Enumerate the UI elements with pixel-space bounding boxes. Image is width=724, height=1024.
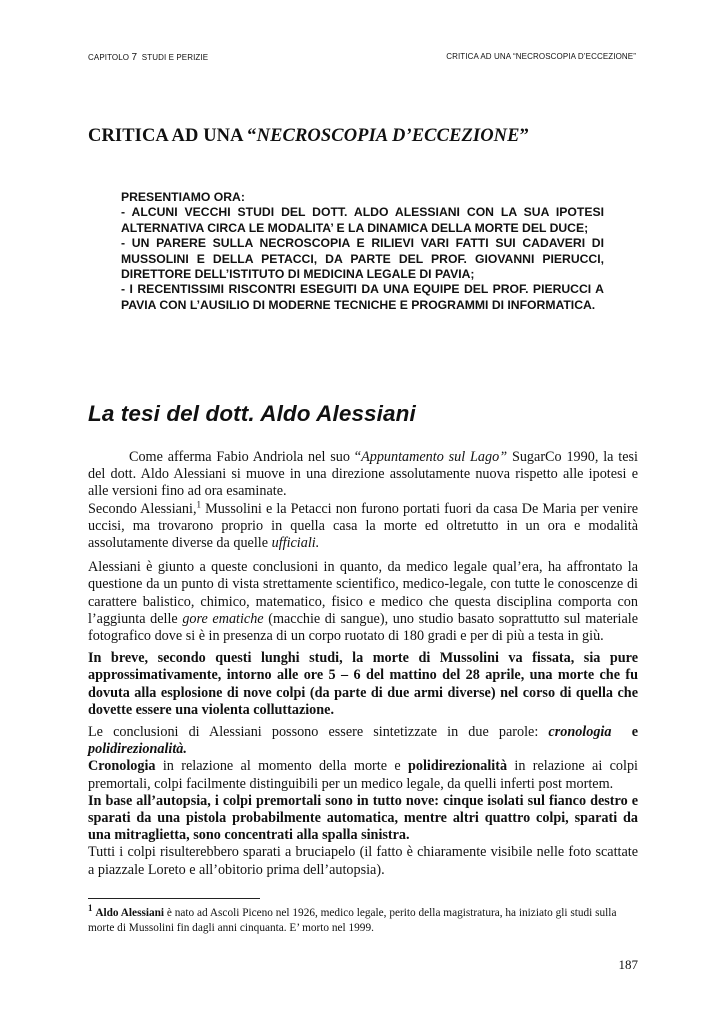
paragraph: Secondo Alessiani,$^1$ Mussolini e la Petacci non furono portati fuori da casa De Maria per venire uccisi, ma trovarono proprio in quella casa la morte ed oltretutto in un ora e modalità assolutamente diverse da quelle ufficiali. bbox=[88, 498, 638, 552]
paragraph: Cronologia in relazione al momento della morte e polidirezionalità in relazione ai colpi premortali, colpi facilmente distinguibili per un medico legale, da quelli inferti post mortem. bbox=[88, 758, 638, 792]
paragraph: Come afferma Fabio Andriola nel suo “Appuntamento sul Lago” SugarCo 1990, la tesi del dott. Aldo Alessiani si muove in una direzione assolutamente nuova rispetto alle ipotesi e alle versioni fino ad ora esaminate. bbox=[88, 449, 638, 500]
paragraph: Alessiani è giunto a queste conclusioni in quanto, da medico legale qual’era, ha affrontato la questione da un punto di vista strettamente scientifico, medico-legale, con tutte le conoscenze di carattere balistico, chimico, matematico, fisico e medico che questa disciplina comporta con l’aggiunta delle gore ematiche (macchie di sangue), uno studio basato soprattutto sul materiale fotografico dove si è in presenza di un corpo ruotato di 180 gradi e per di più a testa in giù. bbox=[88, 559, 638, 645]
intro-line: - UN PARERE SULLA NECROSCOPIA E RILIEVI VARI FATTI SUI CADAVERI DI MUSSOLINI E DELLA PETACCI, DA PARTE DEL PROF. GIOVANNI PIERUCCI, DIRETTORE DELL’ISTITUTO DI MEDICINA LEGALE DI PAVIA; bbox=[121, 236, 604, 282]
paragraph: Le conclusioni di Alessiani possono essere sintetizzate in due parole: cronologia e polidirezionalità. bbox=[88, 724, 638, 758]
header-right: CRITICA AD UNA “NECROSCOPIA D’ECCEZIONE” bbox=[446, 52, 636, 61]
footnote-ref[interactable]: 1 bbox=[196, 498, 202, 509]
paragraph: Tutti i colpi risulterebbero sparati a bruciapelo (il fatto è chiaramente visibile nelle foto scattate a piazzale Loreto e all’obitorio prima dell’autopsia). bbox=[88, 844, 638, 878]
footnote-number: 1 bbox=[88, 903, 93, 914]
intro-line: PRESENTIAMO ORA: bbox=[121, 190, 245, 204]
section-title: La tesi del dott. Aldo Alessiani bbox=[88, 401, 416, 426]
intro-block bbox=[121, 190, 604, 313]
running-header bbox=[88, 52, 636, 63]
paragraph-bold: In breve, secondo questi lunghi studi, la morte di Mussolini va fissata, sia pure approssimativamente, intorno alle ore 5 – 6 del mattino del 28 aprile, una morte che fu dovuta alla esplosione di nove colpi (da parte di due armi diverse) nel corso di quella che dovette essere una violenta colluttazione. bbox=[88, 650, 638, 718]
body-text bbox=[88, 449, 638, 879]
header-chapter-number: 7 bbox=[131, 52, 138, 63]
chapter-title: CRITICA AD UNA “NECROSCOPIA D’ECCEZIONE” bbox=[88, 126, 529, 146]
footnote: $^1$ Aldo Alessiani è nato ad Ascoli Piceno nel 1926, medico legale, perito della magistratura, ha iniziato gli studi sulla morte di Mussolini fin dagli anni cinquanta. E’ morto nel 1999. bbox=[88, 903, 617, 934]
intro-line: - ALCUNI VECCHI STUDI DEL DOTT. ALDO ALESSIANI CON LA SUA IPOTESI ALTERNATIVA CIRCA LE MODALITA’ E LA DINAMICA DELLA MORTE DEL DUCE; bbox=[121, 205, 604, 235]
footnote-divider bbox=[88, 898, 260, 899]
intro-line: - I RECENTISSIMI RISCONTRI ESEGUITI DA UNA EQUIPE DEL PROF. PIERUCCI A PAVIA CON L’AUSILIO DI MODERNE TECNICHE E PROGRAMMI DI INFORMATICA. bbox=[121, 282, 604, 312]
page-number: 187 bbox=[618, 957, 638, 972]
header-left: CAPITOLO 7 STUDI E PERIZIE bbox=[88, 52, 209, 63]
paragraph-bold: In base all’autopsia, i colpi premortali sono in tutto nove: cinque isolati sul fianco destro e sparati da una pistola probabilmente automatica, mentre altri quattro colpi, sparati da una mitraglietta, sono concentrati alla spalla sinistra. bbox=[88, 792, 638, 844]
